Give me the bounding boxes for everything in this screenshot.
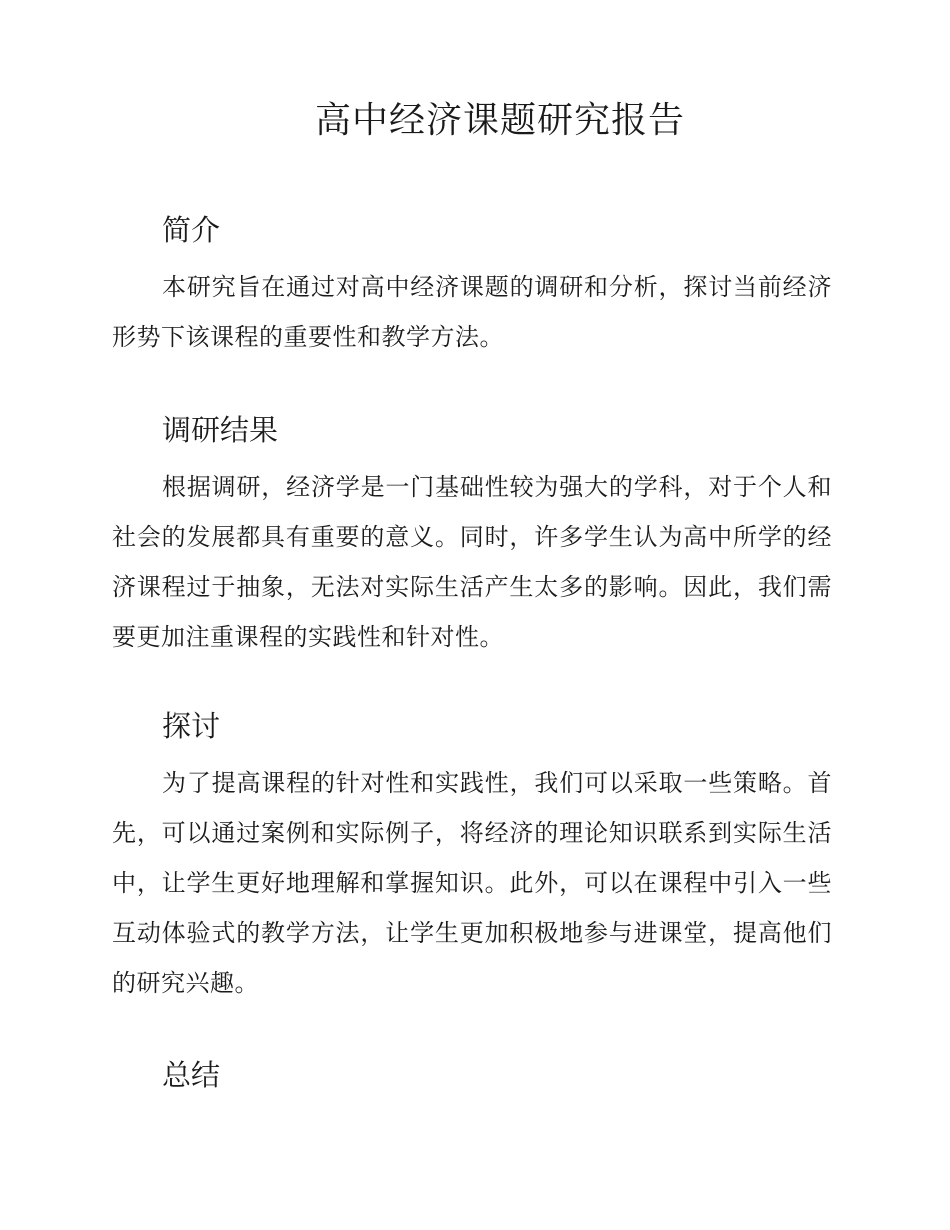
section-heading-results: 调研结果 — [162, 413, 279, 447]
section-heading-summary: 总结 — [162, 1058, 221, 1092]
section-heading-discussion: 探讨 — [162, 709, 221, 743]
section-heading-intro: 简介 — [162, 213, 221, 247]
document-title: 高中经济课题研究报告 — [314, 100, 685, 141]
section-body-results: 根据调研，经济学是一门基础性较为强大的学科，对于个人和社会的发展都具有重要的意义。同时，许多学生认为高中所学的经济课程过于抽象，无法对实际生活产生太多的影响。因此，我们需要更加注重课程的实践性和针对性。 — [112, 473, 832, 651]
section-body-intro: 本研究旨在通过对高中经济课题的调研和分析，探讨当前经济形势下该课程的重要性和教学方法。 — [112, 273, 832, 351]
section-body-discussion: 为了提高课程的针对性和实践性，我们可以采取一些策略。首先，可以通过案例和实际例子，将经济的理论知识联系到实际生活中，让学生更好地理解和掌握知识。此外，可以在课程中引入一些互动体验式的教学方法，让学生更加积极地参与进课堂，提高他们的研究兴趣。 — [112, 769, 832, 997]
